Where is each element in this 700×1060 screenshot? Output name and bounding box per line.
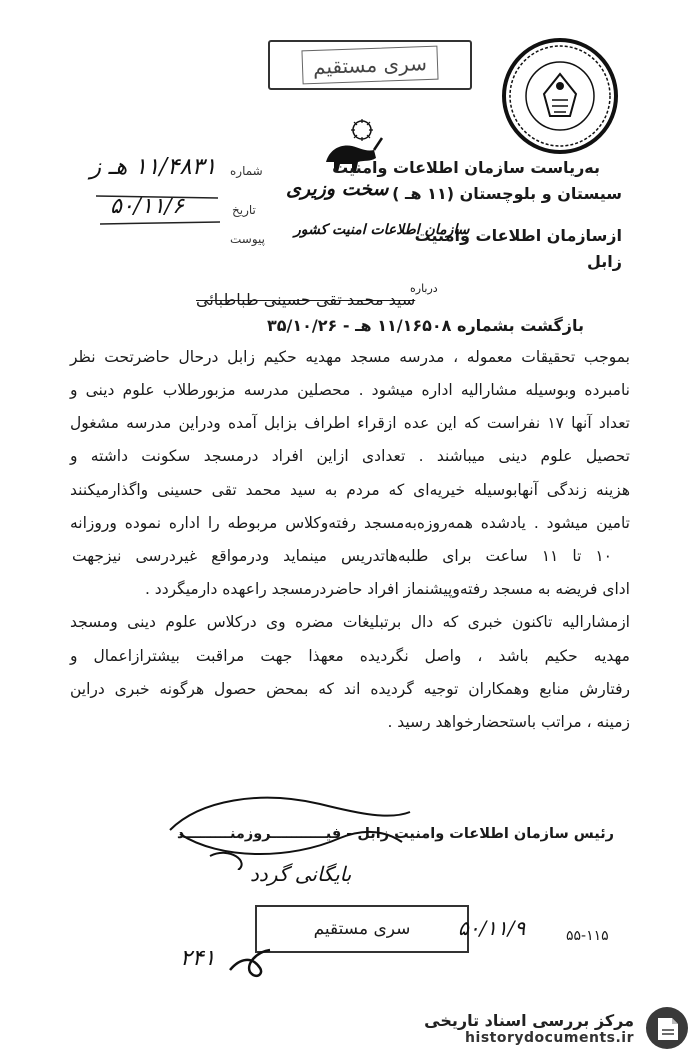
body-line: نامبرده وبوسیله مشارالیه اداره میشود . محصلین مدرسه مزبورطلاب علوم دینی و — [70, 381, 630, 399]
top-stamp-text: سری مستقیم — [302, 46, 439, 85]
recipient-line-1: به‌ریاست سازمان اطلاعات وامنیت — [332, 158, 600, 177]
body-line: رفتارش منابع وهمکاران توجیه گردیده اند که بمحض حصول هرگونه خبری دراین — [70, 680, 630, 698]
subject-value: سید محمد تقی حسینی طباطبائی — [196, 290, 416, 309]
body-line: بموجب تحقیقات معموله ، مدرسه مسجد مهدیه حکیم زابل درحال حاضرتحت نظر — [70, 348, 630, 366]
watermark-url: historydocuments.ir — [465, 1029, 634, 1046]
top-stamp — [268, 40, 472, 90]
recipient-line-4: زابل — [587, 252, 622, 271]
signature-scribble — [140, 790, 420, 870]
signatory-title: رئیس سازمان اطلاعات وامنیت زابل - فیـــــــــــروزمنـــــــــد — [177, 826, 614, 842]
handwritten-note: بایگانی گردد — [250, 862, 352, 886]
recipient-line-2-handwritten: سخت وزیری — [286, 178, 389, 200]
recipient-line-2: سیستان و بلوچستان (۱۱ هـ ) — [392, 184, 622, 203]
body-line: هزینه زندگی آنهابوسیله خیریه‌ای که مردم به سید محمد تقی حسینی واگذارمیکنند — [70, 481, 630, 499]
seal-icon — [500, 36, 620, 156]
body-line: زمینه ، مراتب باستحضارخواهد رسید . — [387, 713, 630, 731]
body-line: تحصیل علوم دینی میباشند . تعدادی ازاین افراد درمسجد سکونت داشته و — [70, 447, 630, 465]
watermark — [418, 1000, 690, 1056]
attachment-label: پیوست — [230, 232, 265, 246]
body-line: ۱۰ تا ۱۱ ساعت برای طلبه‌هاتدریس مینماید ودرمواقع غیردرسی نیزجهت — [72, 547, 613, 565]
number-label: شماره — [230, 164, 263, 178]
body-line: مهدیه حکیم باشد ، واصل نگردیده معهذا جهت مراقبت بیشترازاعمال و — [70, 647, 630, 665]
page-number: ۲۴۱ — [180, 946, 216, 971]
archive-logo-icon — [644, 1005, 690, 1051]
watermark-title: مرکز بررسی اسناد تاریخی — [424, 1010, 634, 1030]
number-value: ۱۱/۴۸۳۱ هـ ز — [90, 154, 217, 180]
handwriting-underline — [90, 176, 230, 246]
body-line: ادای فریضه به مسجد رفته‌وپیشنماز افراد حاضردرمسجد راعهده دارمیگردد . — [144, 580, 630, 598]
body-line: تامین میشود . یادشده همه‌روزه‌به‌مسجد رفته‌وکلاس مربوطه را اداره نموده وروزانه — [70, 514, 630, 532]
bottom-stamp-text: سری مستقیم — [313, 919, 411, 939]
check-mark-icon — [226, 944, 274, 984]
body-line: ازمشارالیه تاکنون خبری که دال برتبلیغات مضره وی درکلاس علوم دینی ومسجد — [70, 613, 630, 631]
body-line: تعداد آنها ۱۷ نفراست که این عده ازقراء اطراف بزابل آمده ودراین مدرسه مشغول — [70, 414, 630, 432]
recipient-line-3: ازسازمان اطلاعات وامنیت — [414, 226, 622, 245]
date-label: تاریخ — [232, 203, 256, 217]
date-value: ۵۰/۱۱/۶ — [110, 194, 184, 219]
handwritten-date: ۵۰/۱۱/۹ — [458, 916, 526, 940]
reference-line: بازگشت بشماره ۱۱/۱۶۵۰۸ هـ - ۳۵/۱۰/۲۶ — [267, 316, 584, 335]
document-code: ۵۵-۱۱۵ — [566, 928, 609, 944]
recipient-line-3-handwritten: سازمان اطلاعات امنیت کشور — [294, 222, 470, 238]
subject-label: درباره — [410, 282, 438, 295]
bottom-stamp — [255, 905, 469, 953]
